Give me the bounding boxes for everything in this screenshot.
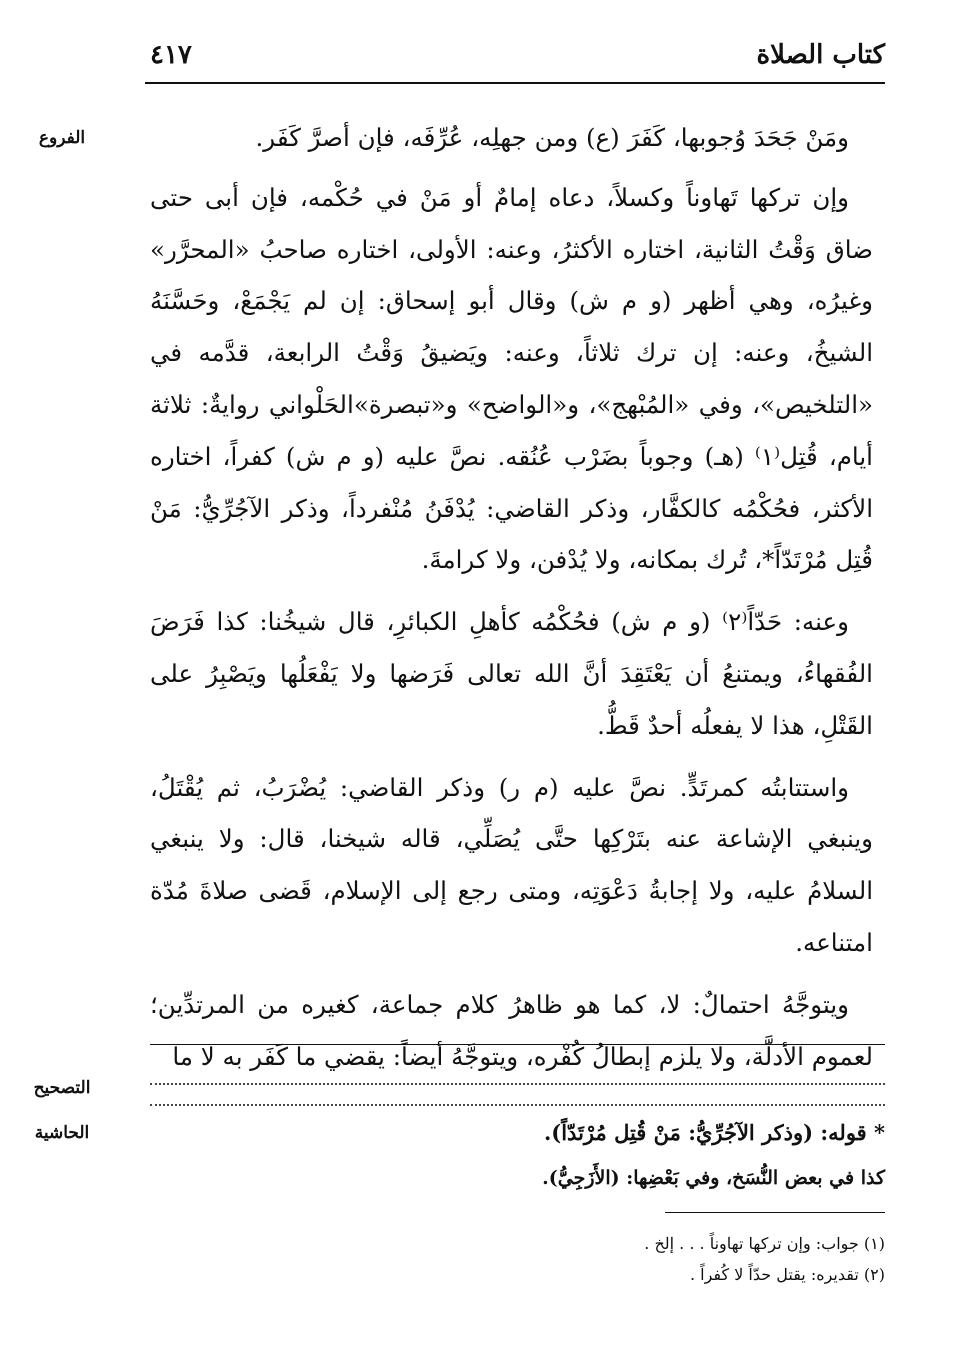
page-number: ٤١٧ xyxy=(150,40,192,70)
hashiya-title: * قوله: (وذكر الآجُرِّيُّ: مَنْ قُتِل مُرْتَدّاً). xyxy=(543,1120,885,1145)
hashiya-text: كذا في بعض النُّسَخ، وفي بَعْضِها: (الأَزَجِيُّ). xyxy=(542,1167,885,1189)
paragraph: وعنه: حَدّاً⁽٢⁾ (و م ش) فحُكْمُه كأهلِ الكبائرِ، قال شيخُنا: كذا فَرَضَ الفُقهاءُ، ويمتنعُ أن يَعْتَقِدَ أنَّ الله تعالى فَرَضها ولا يَفْعَلُها ويَصْبِرُ على القَتْلِ، هذا لا يفعلُه أحدٌ قَطُّ. xyxy=(150,607,873,740)
footnote-rule xyxy=(665,1212,885,1213)
footnote-2: (٢) تقديره: يقتل حدّاً لا كُفراً . xyxy=(689,1265,885,1284)
tashih-dotted-line xyxy=(150,1083,885,1085)
paragraph: وإن تركها تَهاوناً وكسلاً، دعاه إمامٌ أو مَنْ في حُكْمه، فإن أبى حتى ضاق وَقْتُ الثانية، اختاره الأكثرُ، وعنه: الأولى، اختاره صاحبُ «المحرَّر» وغيرُه، وهي أظهر (و م ش) وقال أبو إسحاق: إن لم يَجْمَعْ، وحَسَّنَهُ الشيخُ، وعنه: إن ترك ثلاثاً، وعنه: ويَضيقُ وَقْتُ الرابعة، قدَّمه في «التلخيص»، وفي «المُبْهج»، و«الواضح» و«تبصرة»الحَلْواني روايةٌ: ثلاثة أيام، قُتِل⁽١⁾ (هـ) وجوباً بضَرْب عُنُقه. نصَّ عليه (و م ش) كفراً، اختاره الأكثر، فحُكْمُه كالكفَّار، وذكر القاضي: يُدْفَنُ مُنْفرداً، وذكر الآجُرِّيُّ: مَنْ قُتِل مُرْتَدّاً*، تُرك بمكانه، ولا يُدْفن، ولا كرامةَ. xyxy=(150,182,873,575)
paragraph: ومَنْ جَحَدَ وُجوبها، كَفَرَ (ع) ومن جهلِه، عُرِّفَه، فإن أصرَّ كَفَر. xyxy=(255,123,849,152)
footnote-1: (١) جواب: وإن تركها تهاوناً . . . إلخ . xyxy=(644,1234,885,1253)
section-divider xyxy=(150,1044,885,1045)
paragraph: ويتوجَّهُ احتمالٌ: لا، كما هو ظاهرُ كلام جماعة، كغيره من المرتدِّين؛ لعموم الأدلَّة، ولا يلزم إبطالُ كُفْره، ويتوجَّهُ أيضاً: يقضي ما كَفَر به لا ما xyxy=(150,989,873,1071)
paragraph: واستتابتُه كمرتَدٍّ. نصَّ عليه (م ر) وذكر القاضي: يُضْرَبُ، ثم يُقْتَلُ، وينبغي الإشاعة عنه بتَرْكِها حتَّى يُصَلِّي، قاله شيخنا، قال: ولا ينبغي السلامُ عليه، ولا إجابةُ دَعْوَتِه، ومتى رجع إلى الإسلام، قَضى صلاةَ مُدّة امتناعه. xyxy=(150,772,873,957)
margin-label-hashiya: الحاشية xyxy=(34,1123,90,1143)
header-title: كتاب الصلاة xyxy=(756,40,885,70)
main-text xyxy=(150,112,873,1092)
footnotes xyxy=(145,1228,885,1290)
margin-label-tashih: التصحيح xyxy=(33,1078,91,1098)
tashih-dotted-line xyxy=(150,1104,885,1106)
header-rule xyxy=(145,82,885,84)
margin-label-furu: الفروع xyxy=(38,128,86,148)
